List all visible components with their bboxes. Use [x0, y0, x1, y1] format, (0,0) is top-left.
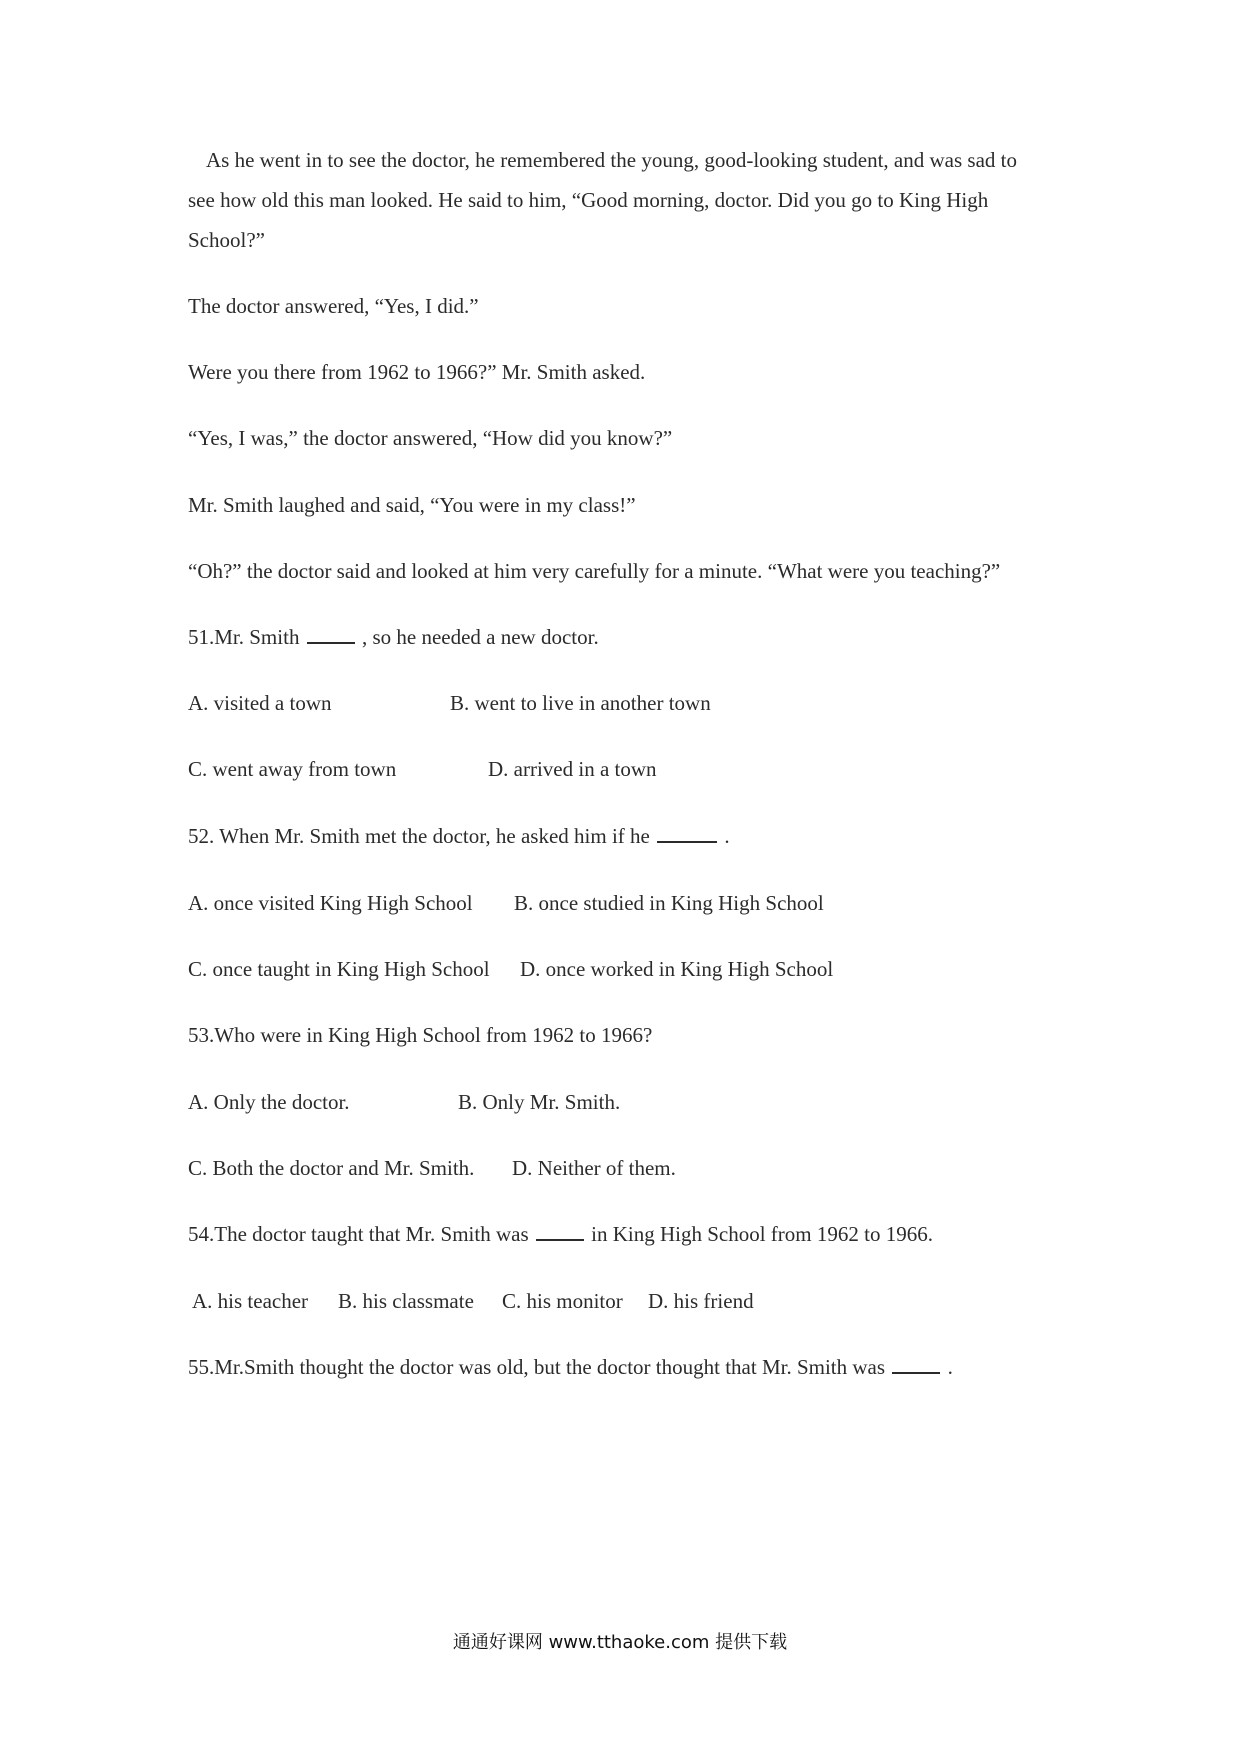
passage-paragraph: “Oh?” the doctor said and looked at him very carefully for a minute. “What were you teaching?”	[188, 559, 1001, 583]
passage-line: School?”	[188, 228, 265, 252]
stem-prefix: 55.Mr.Smith thought the doctor was old, but the doctor thought that Mr. Smith was	[188, 1355, 886, 1379]
option-b: B. Only Mr. Smith.	[458, 1090, 621, 1114]
question-stem	[188, 823, 730, 849]
stem-suffix: .	[947, 1355, 953, 1379]
stem-prefix: 52. When Mr. Smith met the doctor, he asked him if he	[188, 824, 650, 848]
page-footer: 通通好课网 www.tthaoke.com 提供下载	[452, 1632, 788, 1653]
option-c: C. once taught in King High School	[188, 957, 490, 981]
option-c: C. his monitor	[502, 1289, 623, 1313]
stem-suffix: , so he needed a new doctor.	[361, 625, 599, 649]
option-a: A. Only the doctor.	[188, 1090, 350, 1114]
question-stem	[188, 624, 599, 650]
passage-paragraph: “Yes, I was,” the doctor answered, “How did you know?”	[188, 426, 673, 450]
option-b: B. once studied in King High School	[514, 891, 824, 915]
passage-line: As he went in to see the doctor, he remembered the young, good-looking student, and was sad to	[206, 148, 1017, 172]
option-d: D. Neither of them.	[512, 1156, 676, 1180]
answer-blank	[536, 1221, 584, 1241]
stem-suffix: .	[724, 824, 730, 848]
passage-paragraph: The doctor answered, “Yes, I did.”	[188, 294, 479, 318]
option-d: D. arrived in a town	[488, 757, 657, 781]
option-c: C. went away from town	[188, 757, 397, 781]
option-d: D. once worked in King High School	[520, 957, 834, 981]
answer-blank	[307, 624, 355, 644]
option-c: C. Both the doctor and Mr. Smith.	[188, 1156, 475, 1180]
option-b: B. went to live in another town	[450, 691, 711, 715]
option-a: A. his teacher	[192, 1289, 309, 1313]
passage-paragraph: Mr. Smith laughed and said, “You were in my class!”	[188, 493, 636, 517]
option-a: A. visited a town	[188, 691, 332, 715]
stem-prefix: 54.The doctor taught that Mr. Smith was	[188, 1222, 529, 1246]
stem-suffix: in King High School from 1962 to 1966.	[591, 1222, 933, 1246]
passage-paragraph: Were you there from 1962 to 1966?” Mr. Smith asked.	[188, 360, 646, 384]
stem-prefix: 51.Mr. Smith	[188, 625, 300, 649]
option-d: D. his friend	[648, 1289, 754, 1313]
question-stem	[188, 1221, 933, 1247]
answer-blank	[892, 1354, 940, 1374]
answer-blank	[657, 823, 717, 843]
question-stem: 53.Who were in King High School from 1962 to 1966?	[188, 1023, 653, 1047]
option-a: A. once visited King High School	[188, 891, 473, 915]
question-stem	[188, 1354, 953, 1380]
passage-line: see how old this man looked. He said to him, “Good morning, doctor. Did you go to King High	[188, 188, 989, 212]
option-b: B. his classmate	[338, 1289, 474, 1313]
